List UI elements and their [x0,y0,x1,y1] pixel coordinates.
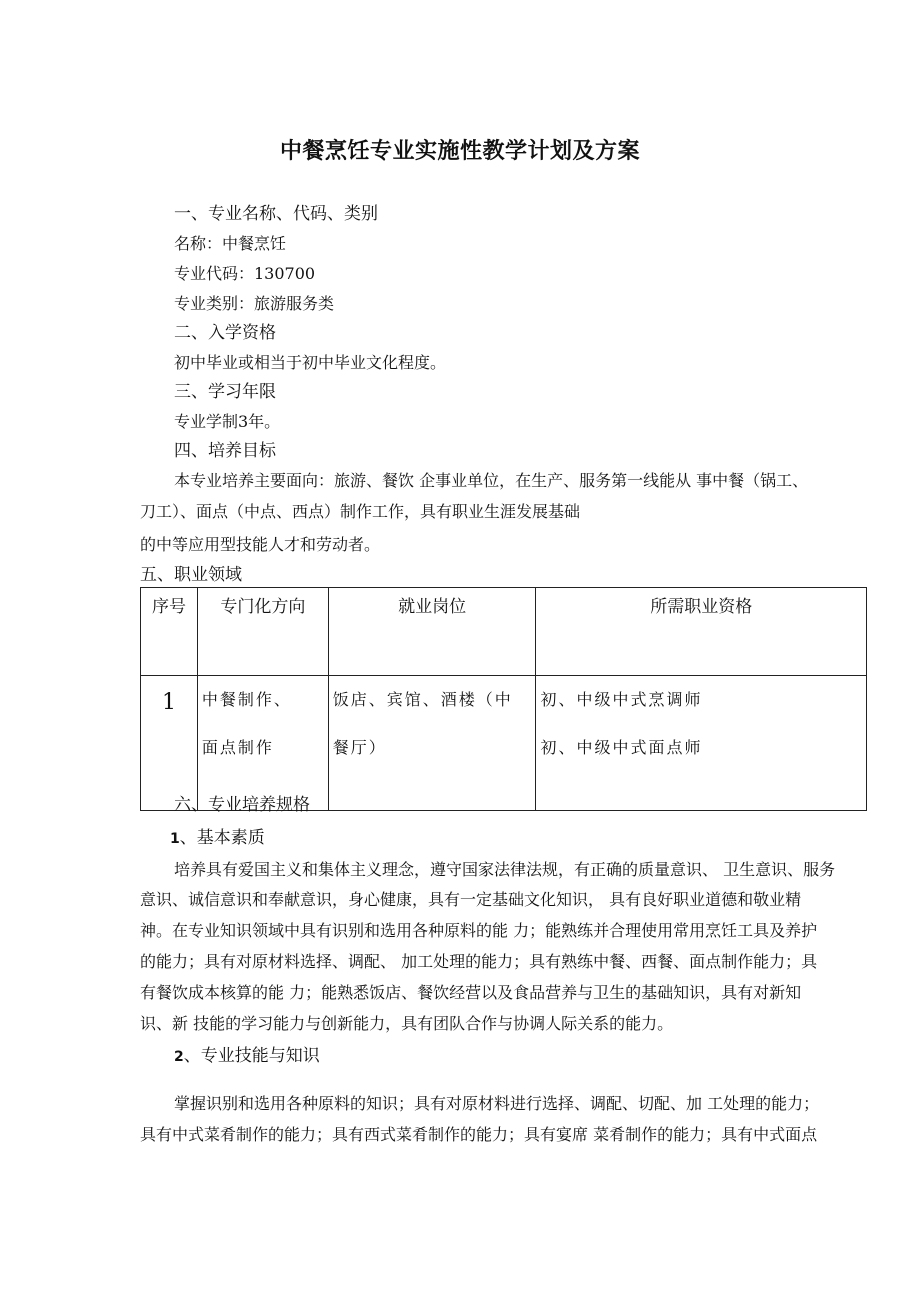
direction-line: 面点制作 [201,738,274,757]
quality-line: 识、新 技能的学习能力与创新能力，具有团队合作与协调人际关系的能力。 [140,1014,674,1033]
table-row [141,676,867,811]
table-header-row [141,588,867,676]
section-4-heading: 四、培养目标 [174,441,276,461]
subsection-label: 、专业技能与知识 [183,1046,320,1066]
subsection-number: 1 [170,831,180,847]
position-line: 饭店、宾馆、酒楼（中 [332,690,513,709]
major-category: 专业类别：旅游服务类 [174,294,335,313]
row-no: 1 [141,676,198,811]
major-name: 名称：中餐烹饪 [174,234,287,253]
duration-text: 专业学制3年。 [174,412,281,431]
subsection-label: 、基本素质 [179,828,265,848]
quality-line: 的能力；具有对原材料选择、调配、 加工处理的能力；具有熟练中餐、西餐、面点制作能力；具 [140,952,818,971]
direction-line: 中餐制作、 [201,690,292,709]
section-2-heading: 二、入学资格 [174,323,276,343]
major-code: 专业代码：130700 [174,264,316,283]
document-title: 中餐烹饪专业实施性教学计划及方案 [279,139,640,164]
position-line: 餐厅） [332,738,387,757]
quality-line: 神。在专业知识领域中具有识别和选用各种原料的能 力；能熟练并合理使用常用烹饪工具及养护 [140,921,818,940]
objective-line: 本专业培养主要面向：旅游、餐饮 企事业单位，在生产、服务第一线能从 事中餐（锅工、 [174,471,809,490]
header-positions: 就业岗位 [328,588,536,676]
qualification-line: 初、中级中式面点师 [540,738,703,757]
objective-line: 刀工）、面点（中点、西点）制作工作，具有职业生涯发展基础 [140,502,581,521]
subsection-skills-knowledge [174,1046,320,1067]
row-positions [328,676,536,811]
header-direction: 专门化方向 [197,588,328,676]
career-field-table [140,587,867,811]
section-5-heading: 五、职业领域 [140,565,242,585]
objective-line: 的中等应用型技能人才和劳动者。 [140,535,381,554]
subsection-number: 2 [174,1049,184,1065]
admission-text: 初中毕业或相当于初中毕业文化程度。 [174,353,447,372]
row-direction [197,676,328,811]
section-1-heading: 一、专业名称、代码、类别 [174,204,378,224]
subsection-basic-quality [170,828,265,849]
section-3-heading: 三、学习年限 [174,382,276,402]
row-qualifications [536,676,867,811]
qualification-line: 初、中级中式烹调师 [540,690,703,709]
skills-line: 掌握识别和选用各种原料的知识；具有对原材料进行选择、调配、切配、加 工处理的能力； [174,1094,820,1113]
skills-line: 具有中式菜肴制作的能力；具有西式菜肴制作的能力；具有宴席 菜肴制作的能力；具有中式面点 [140,1125,818,1144]
header-qualifications: 所需职业资格 [536,588,867,676]
quality-line: 意识、诚信意识和奉献意识，身心健康，具有一定基础文化知识， 具有良好职业道德和敬业精 [140,890,802,909]
header-no: 序号 [141,588,198,676]
quality-line: 培养具有爱国主义和集体主义理念，遵守国家法律法规，有正确的质量意识、 卫生意识、服务 [174,860,836,879]
quality-line: 有餐饮成本核算的能 力；能熟悉饭店、餐饮经营以及食品营养与卫生的基础知识，具有对新知 [140,983,802,1002]
section-6-heading: 六、专业培养规格 [174,795,310,815]
